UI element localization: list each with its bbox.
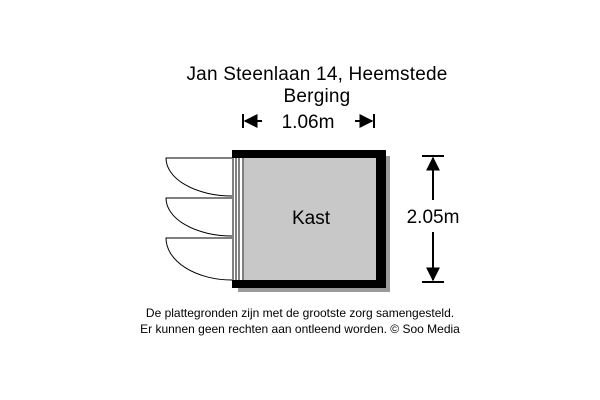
floor-name: Berging (283, 86, 351, 107)
width-dimension (243, 112, 374, 133)
disclaimer-line-1: De plattegronden zijn met de grootste zorg samengesteld. (145, 306, 455, 320)
disclaimer-line-2: Er kunnen geen rechten aan ontleend worden. © Soo Media (140, 322, 460, 336)
height-dimension (407, 156, 460, 282)
door-swing-bottom (166, 238, 232, 280)
disclaimer (0, 305, 600, 337)
door-swing-top (166, 158, 232, 196)
address-title: Jan Steenlaan 14, Heemstede (186, 64, 448, 85)
door-swing-middle (166, 198, 232, 236)
height-dimension-label: 2.05m (406, 207, 460, 228)
width-dimension-label: 1.06m (281, 112, 335, 133)
door-opening (232, 158, 244, 280)
room-label: Kast (291, 208, 331, 229)
